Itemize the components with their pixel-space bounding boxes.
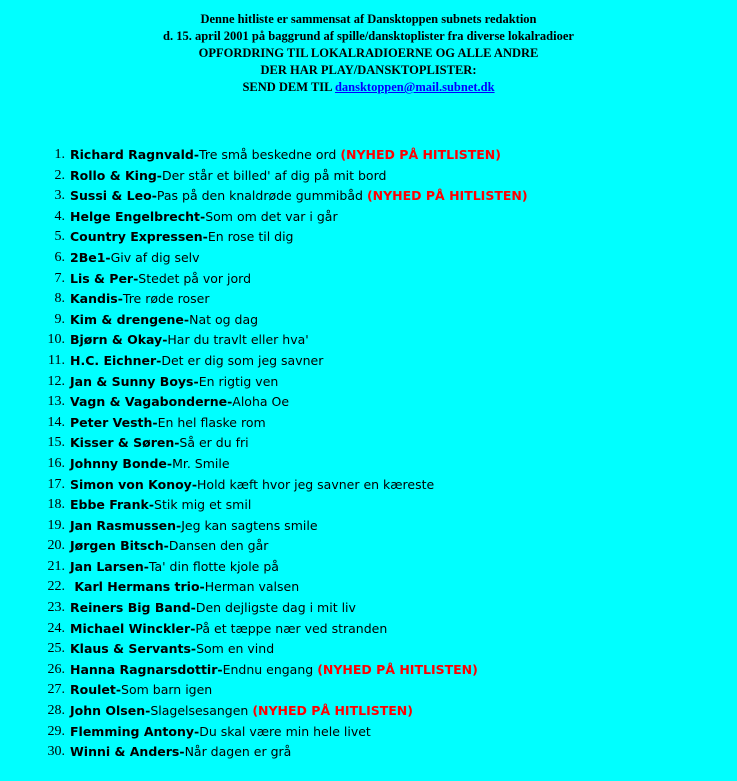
new-entry-badge: (NYHED PÅ HITLISTEN) (252, 703, 413, 719)
entry-song: Nat og dag (189, 311, 259, 327)
entry-artist: Winni & Anders- (70, 744, 185, 760)
entry-content (70, 413, 266, 434)
list-item (0, 598, 737, 619)
entry-number: 22. (47, 579, 65, 595)
entry-content (70, 516, 318, 537)
hitlist (0, 145, 737, 763)
entry-content (70, 598, 356, 619)
entry-artist: Kim & drengene- (70, 311, 190, 327)
list-item (0, 722, 737, 743)
entry-content (70, 722, 371, 743)
entry-number: 30. (47, 744, 65, 760)
header-line-4: DER HAR PLAY/DANSKTOPLISTER: (260, 63, 477, 77)
new-entry-badge: (NYHED PÅ HITLISTEN) (317, 661, 478, 677)
list-item (0, 269, 737, 290)
entry-song: Du skal være min hele livet (199, 723, 371, 739)
entry-artist: Karl Hermans trio- (70, 579, 205, 595)
entry-artist: Johnny Bonde- (70, 455, 173, 471)
entry-content (70, 454, 230, 475)
entry-number: 28. (47, 703, 65, 719)
entry-artist: H.C. Eichner- (70, 352, 162, 368)
entry-song: Pas på den knaldrøde gummibåd (156, 188, 363, 204)
entry-artist: Richard Ragnvald- (70, 147, 200, 162)
entry-song: Tre små beskedne ord (199, 147, 337, 162)
list-item (0, 186, 737, 207)
entry-artist: Vagn & Vagabonderne- (70, 394, 233, 410)
list-item (0, 166, 737, 187)
entry-song: Dansen den går (168, 538, 269, 554)
entry-artist: Rollo & King- (70, 167, 162, 183)
entry-song: Slagelsesangen (150, 703, 249, 719)
entry-number: 10. (47, 332, 65, 348)
send-label: SEND DEM TIL (242, 80, 335, 94)
new-entry-badge: (NYHED PÅ HITLISTEN) (366, 188, 528, 204)
entry-song: Det er dig som jeg savner (161, 352, 324, 368)
entry-number: 18. (47, 497, 65, 513)
entry-artist: Kandis- (70, 291, 123, 307)
entry-song: Som en vind (196, 641, 275, 657)
list-item (0, 433, 737, 454)
entry-content (70, 392, 289, 413)
entry-song: Aloha Oe (232, 394, 290, 410)
list-item (0, 619, 737, 640)
entry-artist: Peter Vesth- (70, 414, 158, 430)
entry-artist: Helge Engelbrecht- (70, 208, 206, 224)
entry-number: 25. (47, 641, 65, 657)
entry-song: Har du travlt eller hva' (167, 332, 309, 348)
entry-song: En rigtig ven (198, 373, 279, 389)
entry-artist: Sussi & Leo- (70, 188, 157, 204)
entry-number: 1. (54, 147, 65, 162)
header-line-2: d. 15. april 2001 på baggrund af spille/dansktoplister fra diverse lokalradioer (163, 29, 574, 43)
email-link[interactable]: dansktoppen@mail.subnet.dk (334, 80, 495, 94)
entry-song: Hold kæft hvor jeg savner en kæreste (197, 476, 435, 492)
entry-artist: Jan Larsen- (70, 558, 149, 574)
list-item (0, 392, 737, 413)
entry-content (70, 372, 278, 393)
list-item (0, 351, 737, 372)
list-item (0, 577, 737, 598)
entry-song: Så er du fri (179, 435, 249, 451)
list-item (0, 701, 737, 722)
entry-content (70, 227, 294, 248)
entry-number: 21. (47, 558, 65, 574)
entry-content (70, 186, 528, 207)
entry-number: 9. (54, 311, 65, 327)
entry-song: Jeg kan sagtens smile (181, 517, 318, 533)
entry-content (70, 269, 251, 290)
entry-content (70, 310, 258, 331)
entry-content (70, 495, 251, 516)
entry-number: 12. (47, 373, 65, 389)
entry-artist: Reiners Big Band- (70, 600, 196, 616)
entry-song: Mr. Smile (172, 455, 230, 471)
new-entry-badge: (NYHED PÅ HITLISTEN) (340, 147, 501, 162)
list-item (0, 145, 737, 166)
header-line-3: OPFORDRING TIL LOKALRADIOERNE OG ALLE ANDRE (198, 46, 539, 60)
entry-number: 27. (47, 682, 65, 698)
entry-song: På et tæppe nær ved stranden (195, 620, 388, 636)
entry-content (70, 639, 274, 660)
entry-number: 7. (54, 270, 65, 286)
entry-number: 26. (47, 661, 65, 677)
entry-number: 2. (54, 167, 65, 183)
entry-content (70, 701, 413, 722)
entry-content (70, 557, 279, 578)
entry-artist: Roulet- (70, 682, 122, 698)
entry-song: Den dejligste dag i mit liv (195, 600, 356, 616)
entry-content (70, 207, 338, 228)
entry-artist: Simon von Konoy- (70, 476, 198, 492)
entry-song: En hel flaske rom (157, 414, 266, 430)
entry-content (70, 577, 299, 598)
entry-song: Giv af dig selv (110, 249, 200, 265)
list-item (0, 639, 737, 660)
entry-artist: Bjørn & Okay- (70, 332, 168, 348)
list-item (0, 495, 737, 516)
entry-artist: Kisser & Søren- (70, 435, 180, 451)
list-item (0, 310, 737, 331)
entry-content (70, 619, 387, 640)
entry-number: 6. (54, 249, 65, 265)
entry-number: 14. (47, 414, 65, 430)
entry-artist: Klaus & Servants- (70, 641, 197, 657)
list-item (0, 454, 737, 475)
entry-content (70, 289, 209, 310)
entry-number: 8. (54, 291, 65, 307)
entry-song: Som om det var i går (205, 208, 338, 224)
entry-content (70, 742, 291, 763)
entry-song: Endnu engang (222, 661, 314, 677)
entry-number: 5. (54, 229, 65, 245)
entry-content (70, 660, 478, 681)
entry-content (70, 475, 434, 496)
list-item (0, 372, 737, 393)
list-item (0, 557, 737, 578)
entry-song: Ta' din flotte kjole på (148, 558, 279, 574)
entry-song: Når dagen er grå (184, 744, 292, 760)
entry-content (70, 351, 323, 372)
entry-artist: Jan Rasmussen- (70, 517, 182, 533)
entry-number: 11. (48, 352, 65, 368)
entry-number: 23. (47, 600, 65, 616)
entry-number: 4. (54, 208, 65, 224)
entry-content (70, 536, 268, 557)
entry-number: 19. (47, 517, 65, 533)
entry-song: Der står et billed' af dig på mit bord (161, 167, 387, 183)
entry-number: 24. (47, 620, 65, 636)
entry-content (70, 166, 386, 187)
entry-number: 20. (47, 538, 65, 554)
list-item (0, 475, 737, 496)
entry-artist: Michael Winckler- (70, 620, 196, 636)
list-item (0, 289, 737, 310)
entry-artist: John Olsen- (70, 703, 151, 719)
entry-song: Stedet på vor jord (138, 270, 252, 286)
entry-artist: Hanna Ragnarsdottir- (70, 661, 223, 677)
entry-artist: Country Expressen- (70, 229, 208, 245)
entry-number: 3. (54, 188, 65, 204)
list-item (0, 227, 737, 248)
list-item (0, 330, 737, 351)
list-item (0, 248, 737, 269)
entry-song: Tre røde roser (122, 291, 210, 307)
entry-artist: 2Be1- (70, 249, 111, 265)
entry-content (70, 145, 501, 166)
entry-number: 13. (47, 394, 65, 410)
entry-number: 29. (47, 723, 65, 739)
entry-song: Stik mig et smil (154, 497, 252, 513)
entry-content (70, 680, 212, 701)
list-item (0, 660, 737, 681)
entry-song: Herman valsen (204, 579, 300, 595)
list-item (0, 680, 737, 701)
entry-artist: Ebbe Frank- (70, 497, 155, 513)
page-header (0, 11, 737, 96)
list-item (0, 536, 737, 557)
entry-content (70, 433, 249, 454)
entry-artist: Lis & Per- (70, 270, 139, 286)
entry-number: 16. (47, 455, 65, 471)
entry-number: 17. (47, 476, 65, 492)
entry-content (70, 330, 309, 351)
entry-content (70, 248, 200, 269)
entry-artist: Jørgen Bitsch- (70, 538, 169, 554)
list-item (0, 207, 737, 228)
list-item (0, 516, 737, 537)
list-item (0, 742, 737, 763)
list-item (0, 413, 737, 434)
entry-song: En rose til dig (207, 229, 294, 245)
header-send-line (0, 79, 737, 96)
header-line-1: Denne hitliste er sammensat af Dansktoppen subnets redaktion (200, 12, 537, 26)
entry-number: 15. (47, 435, 65, 451)
entry-artist: Flemming Antony- (70, 723, 200, 739)
entry-song: Som barn igen (121, 682, 213, 698)
entry-artist: Jan & Sunny Boys- (70, 373, 199, 389)
